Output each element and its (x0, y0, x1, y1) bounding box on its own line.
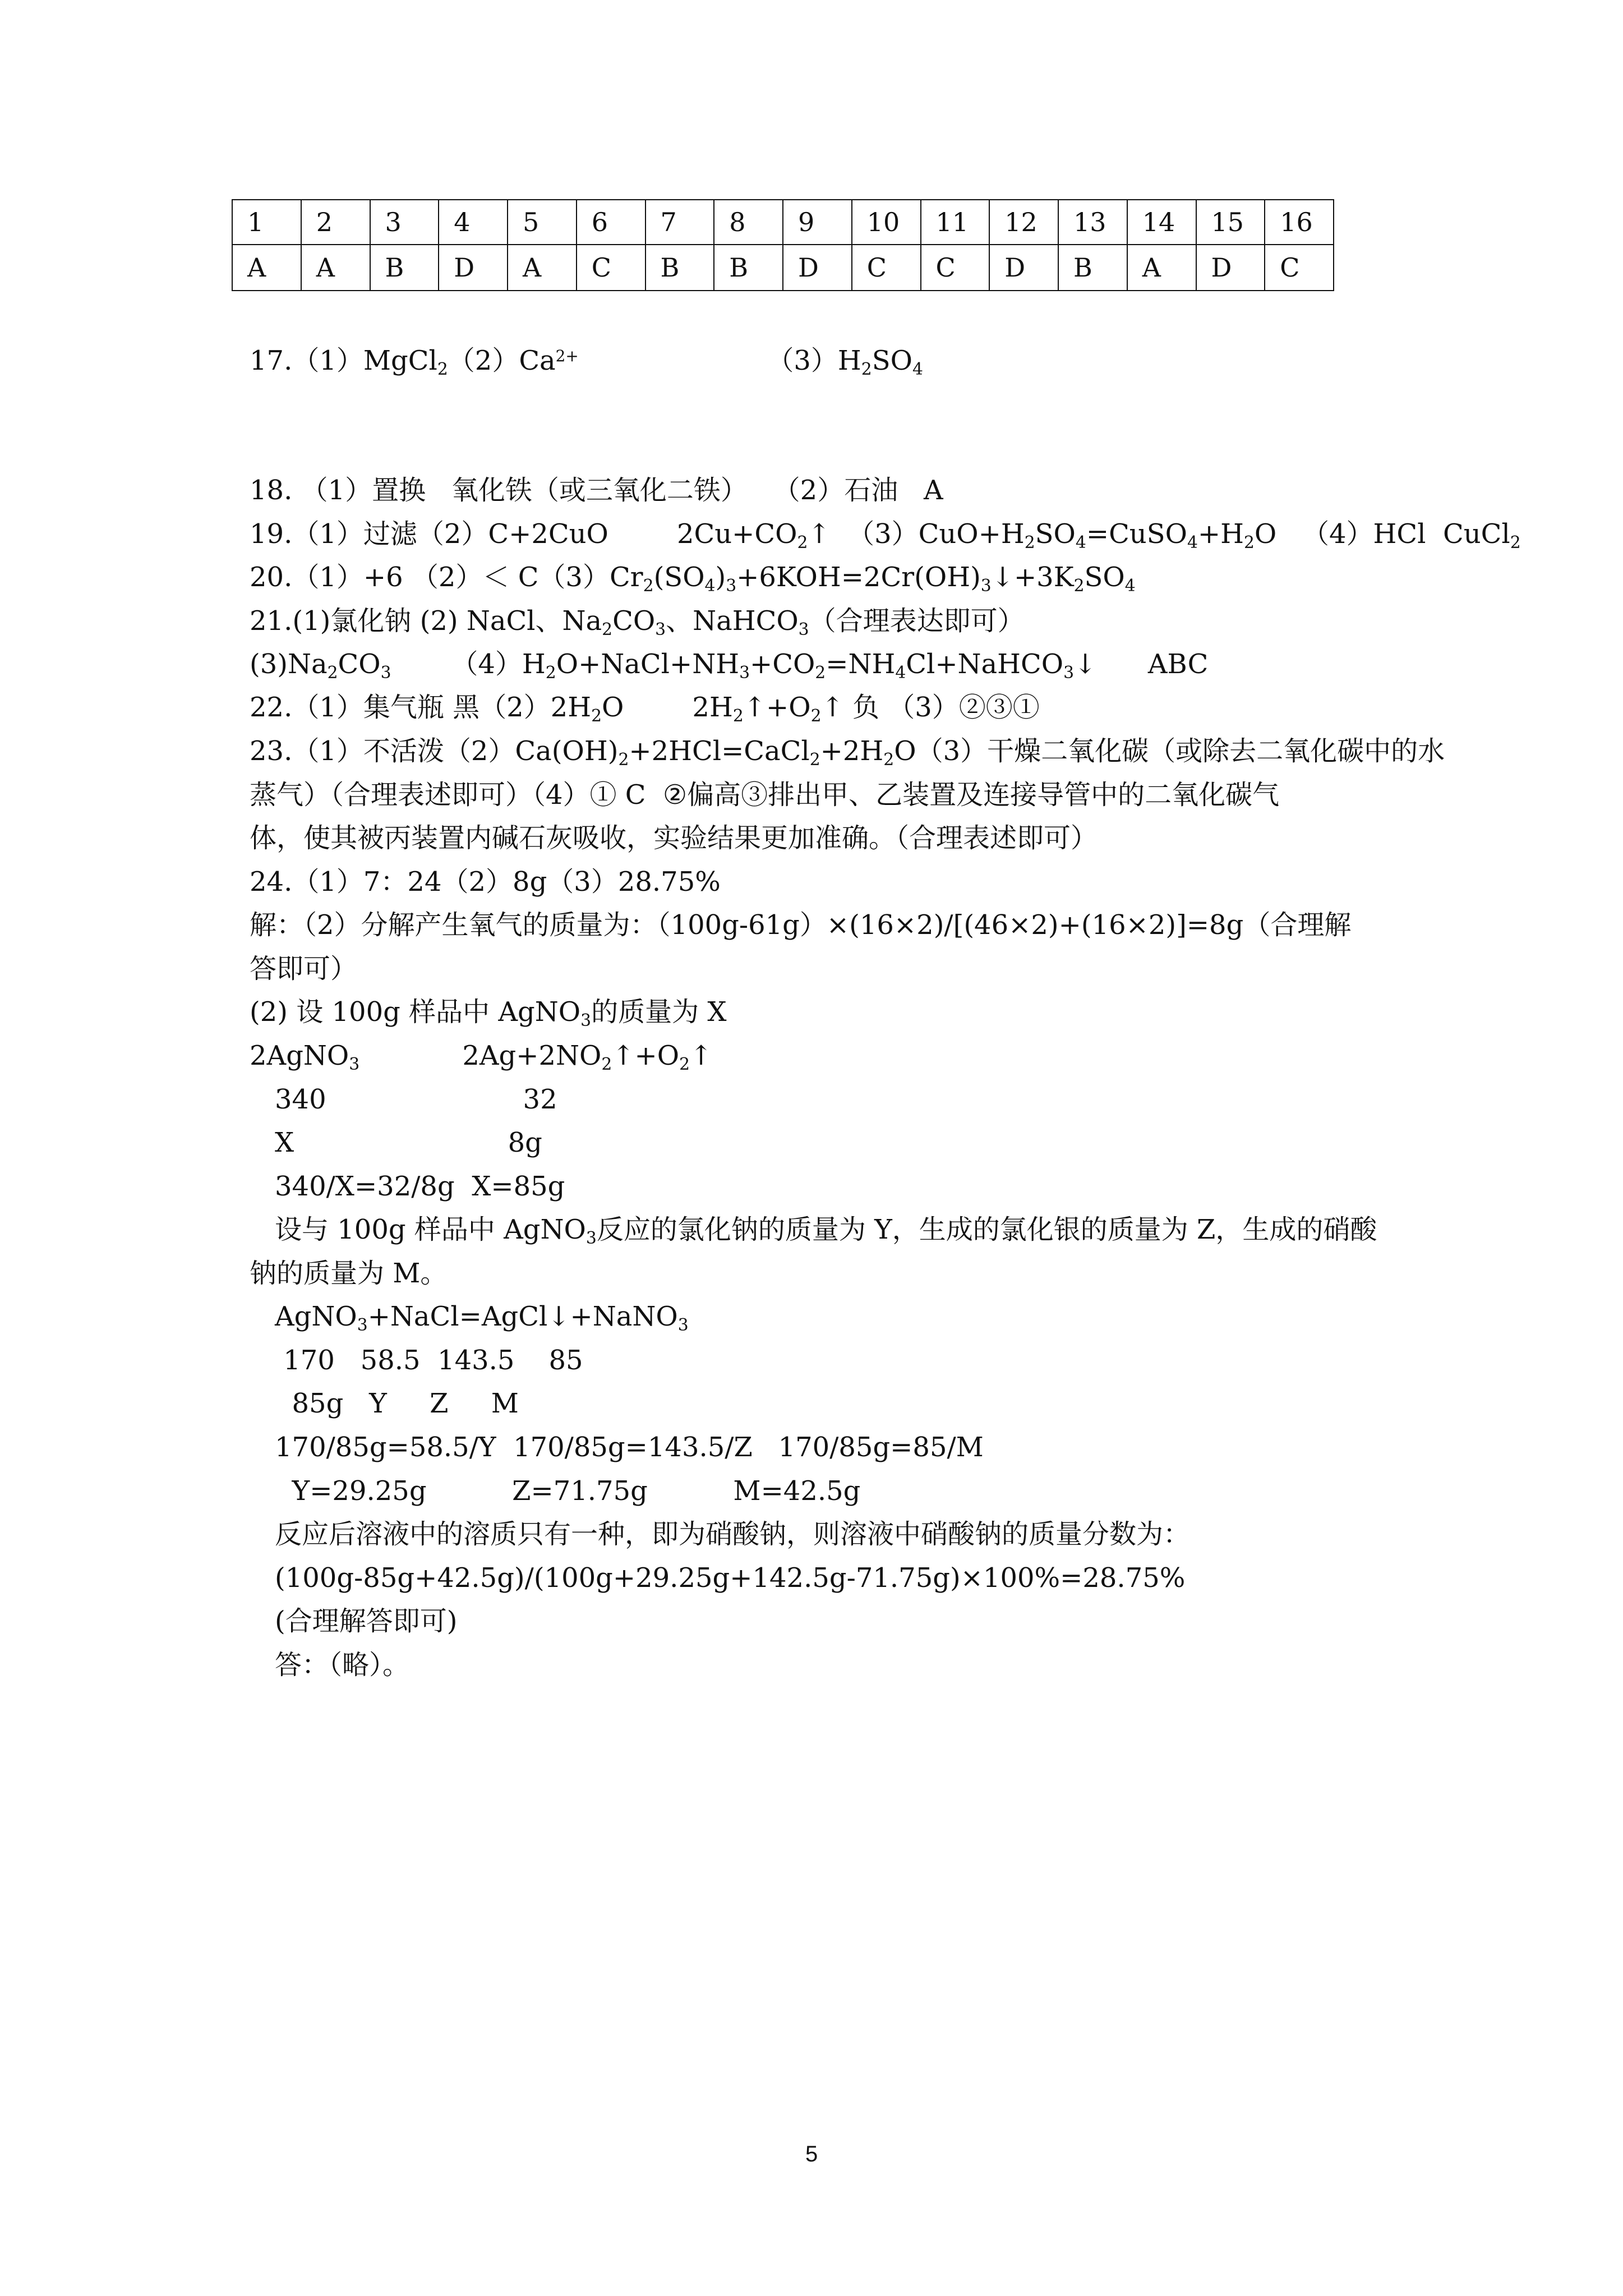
subscript: 2 (618, 749, 629, 770)
answer-line (250, 779, 1279, 811)
text-run: 24.（1）7：24（2）8g（3）28.75% (250, 866, 721, 898)
text-run: 设与 100g 样品中 AgNO (275, 1214, 586, 1245)
question-number-cell: 3 (370, 200, 439, 245)
answer-cell: D (989, 245, 1058, 291)
question-number-cell: 10 (852, 200, 921, 245)
question-number-cell: 1 (232, 200, 301, 245)
answer-line (250, 953, 357, 984)
text-run: 19.（1）过滤（2）C+2CuO 2Cu+CO (250, 518, 797, 550)
answer-cell: A (301, 245, 370, 291)
answer-line (275, 1084, 557, 1115)
subscript: 3 (380, 662, 391, 683)
text-run: ↑+O (743, 692, 811, 723)
question-number-cell: 5 (508, 200, 577, 245)
subscript: 3 (798, 619, 809, 639)
text-run: 解：（2）分解产生氧气的质量为：（100g-61g）×(16×2)/[(46×2)+(16×2)]=8g（合理解 (250, 909, 1352, 941)
text-run: 23.（1）不活泼（2）Ca(OH) (250, 735, 619, 767)
text-run: 340 32 (275, 1084, 557, 1115)
subscript: 2 (602, 619, 613, 639)
text-run: SO (1035, 518, 1076, 550)
text-run: +2H (820, 735, 884, 767)
text-run: O 2H (602, 692, 733, 723)
subscript: 2 (797, 532, 808, 553)
answer-line (275, 1301, 689, 1336)
subscript: 4 (1124, 576, 1136, 596)
subscript: 3 (580, 1010, 592, 1030)
answer-cell: B (645, 245, 714, 291)
text-run: ↓ ABC (1074, 648, 1209, 680)
subscript: 2 (1243, 532, 1255, 553)
text-run: =CuSO (1086, 518, 1187, 550)
question-number-cell: 9 (783, 200, 852, 245)
text-run: X 8g (275, 1127, 542, 1158)
answer-line (250, 692, 1040, 727)
question-number-cell: 14 (1127, 200, 1196, 245)
text-run: （4）H (391, 648, 546, 680)
text-run: ↑+O (612, 1040, 680, 1071)
answer-cell: C (921, 245, 990, 291)
answer-cell: B (370, 245, 439, 291)
subscript: 2 (545, 662, 556, 683)
subscript: 3 (357, 1315, 368, 1335)
question-number-cell: 13 (1058, 200, 1127, 245)
text-run: +NaCl=AgCl↓+NaNO (367, 1301, 678, 1332)
subscript: 3 (655, 619, 666, 639)
text-run: 答：（略）。 (275, 1649, 410, 1681)
subscript: 4 (895, 662, 906, 683)
subscript: 4 (912, 359, 923, 379)
text-run: (100g-85g+42.5g)/(100g+29.25g+142.5g-71.75g)×100%=28.75% (275, 1562, 1186, 1594)
answer-line (250, 648, 1208, 684)
subscript: 2 (1073, 576, 1085, 596)
text-run: SO (1084, 562, 1125, 593)
answer-line (250, 909, 1351, 941)
answer-line (275, 1519, 1190, 1550)
text-run: 21.(1)氯化钠 (2) NaCl、Na (250, 605, 602, 637)
subscript: 2 (1024, 532, 1035, 553)
text-run: O（3）干燥二氧化碳（或除去二氧化碳中的水 (894, 735, 1445, 767)
answer-line (275, 1432, 984, 1463)
question-number-cell: 7 (645, 200, 714, 245)
subscript: 2 (327, 662, 338, 683)
answer-cell: A (508, 245, 577, 291)
subscript: 3 (739, 662, 750, 683)
subscript: 2 (809, 749, 820, 770)
text-run: ↓+3K (991, 562, 1074, 593)
text-run: CO (338, 648, 381, 680)
answer-line (250, 822, 1098, 854)
subscript: 2 (437, 359, 448, 379)
text-run: ↑ （3）CuO+H (808, 518, 1025, 550)
answer-line (275, 1171, 565, 1202)
answer-line (250, 475, 943, 506)
subscript: 2 (861, 359, 872, 379)
answer-key-table (232, 199, 1334, 291)
subscript: 2 (591, 706, 602, 726)
subscript: 3 (980, 576, 992, 596)
subscript: 3 (726, 576, 737, 596)
answer-cell: A (232, 245, 301, 291)
text-run: （2）Ca (448, 345, 556, 376)
text-run: +H (1197, 518, 1244, 550)
question-number-cell: 8 (714, 200, 783, 245)
answer-line (250, 345, 923, 380)
text-run: 22.（1）集气瓶 黑（2）2H (250, 692, 592, 723)
subscript: 2 (732, 706, 744, 726)
subscript: 3 (677, 1315, 689, 1335)
question-number-cell: 12 (989, 200, 1058, 245)
page-number: 5 (805, 2142, 818, 2166)
text-run: 的质量为 X (591, 996, 727, 1028)
subscript: 2 (1510, 532, 1521, 553)
text-run: (SO (653, 562, 705, 593)
text-run: 体，使其被丙装置内碱石灰吸收，实验结果更加准确。（合理表述即可） (250, 822, 1098, 854)
answer-cell: C (1265, 245, 1334, 291)
answer-line (275, 1649, 409, 1681)
text-run: 17.（1）MgCl (250, 345, 437, 376)
subscript: 2 (810, 706, 822, 726)
text-run: O+NaCl+NH (556, 648, 740, 680)
answer-line (275, 1475, 860, 1507)
answer-cell: D (439, 245, 508, 291)
text-run: AgNO (275, 1301, 357, 1332)
text-run: 反应的氯化钠的质量为 Y，生成的氯化银的质量为 Z，生成的硝酸 (596, 1214, 1377, 1245)
answer-cell: B (1058, 245, 1127, 291)
answer-row (232, 245, 1334, 291)
question-number-cell: 6 (577, 200, 645, 245)
question-number-row (232, 200, 1334, 245)
answer-line (250, 1040, 712, 1075)
subscript: 2 (679, 1054, 690, 1074)
subscript: 3 (585, 1228, 597, 1248)
text-run: （合理表达即可） (809, 605, 1025, 637)
text-run: 反应后溶液中的溶质只有一种，即为硝酸钠，则溶液中硝酸钠的质量分数为： (275, 1519, 1191, 1550)
text-run: 170/85g=58.5/Y 170/85g=143.5/Z 170/85g=85/M (275, 1432, 984, 1463)
subscript: 2 (815, 662, 826, 683)
text-run: 18. （1）置换 氧化铁（或三氧化二铁） （2）石油 A (250, 475, 943, 506)
answer-line (250, 518, 1521, 554)
text-run: 340/X=32/8g X=85g (275, 1171, 565, 1202)
text-run: (合理解答即可) (275, 1605, 458, 1637)
answer-line (275, 1214, 1377, 1249)
text-run: Y=29.25g Z=71.75g M=42.5g (275, 1475, 861, 1507)
answer-line (275, 1562, 1185, 1594)
text-run: ) (715, 562, 726, 593)
subscript: 2 (883, 749, 895, 770)
answer-cell: D (783, 245, 852, 291)
text-run: 钠的质量为 M。 (250, 1258, 448, 1289)
text-run: (2) 设 100g 样品中 AgNO (250, 996, 581, 1028)
answer-line (275, 1605, 457, 1637)
text-run: =NH (826, 648, 896, 680)
answer-cell: B (714, 245, 783, 291)
answer-line (250, 605, 1025, 641)
answer-cell: D (1196, 245, 1265, 291)
text-run: +6KOH=2Cr(OH) (736, 562, 981, 593)
question-number-cell: 15 (1196, 200, 1265, 245)
subscript: 3 (1063, 662, 1075, 683)
text-run: +CO (750, 648, 815, 680)
answer-line (250, 735, 1445, 771)
text-run: 、NaHCO (666, 605, 799, 637)
text-run: 2AgNO (250, 1040, 349, 1071)
subscript: 4 (704, 576, 716, 596)
answer-line (275, 1345, 583, 1376)
question-number-cell: 11 (921, 200, 990, 245)
subscript: 3 (349, 1054, 360, 1074)
text-run: 2Ag+2NO (359, 1040, 602, 1071)
text-run: CO (612, 605, 656, 637)
answer-line (250, 1258, 447, 1289)
subscript: 2 (643, 576, 654, 596)
subscript: 2 (601, 1054, 612, 1074)
text-run: Cl+NaHCO (906, 648, 1064, 680)
text-run: (3)Na (250, 648, 328, 680)
subscript: 4 (1187, 532, 1198, 553)
text-run: ↑ (690, 1040, 713, 1071)
answer-line (250, 996, 727, 1032)
question-number-cell: 2 (301, 200, 370, 245)
text-run: 答即可） (250, 953, 358, 984)
text-run: 170 58.5 143.5 85 (275, 1345, 583, 1376)
text-run: ↑ 负 （3）②③① (821, 692, 1040, 723)
text-run: +2HCl=CaCl (629, 735, 810, 767)
question-number-cell: 16 (1265, 200, 1334, 245)
answer-line (250, 866, 721, 898)
answer-cell: C (852, 245, 921, 291)
question-number-cell: 4 (439, 200, 508, 245)
text-run: 蒸气）（合理表述即可）（4）① C ②偏高③排出甲、乙装置及连接导管中的二氧化碳气 (250, 779, 1280, 811)
text-run: 85g Y Z M (275, 1388, 519, 1419)
answer-line (275, 1388, 519, 1419)
subscript: 4 (1075, 532, 1086, 553)
answer-cell: C (577, 245, 645, 291)
answer-line (250, 562, 1136, 597)
answer-cell: A (1127, 245, 1196, 291)
superscript: 2+ (555, 346, 579, 365)
text-run: （3）H (578, 345, 861, 376)
text-run: SO (872, 345, 912, 376)
text-run: O （4）HCl CuCl (1254, 518, 1510, 550)
text-run: 20.（1）+6 （2）＜ C（3）Cr (250, 562, 643, 593)
answer-line (275, 1127, 542, 1158)
